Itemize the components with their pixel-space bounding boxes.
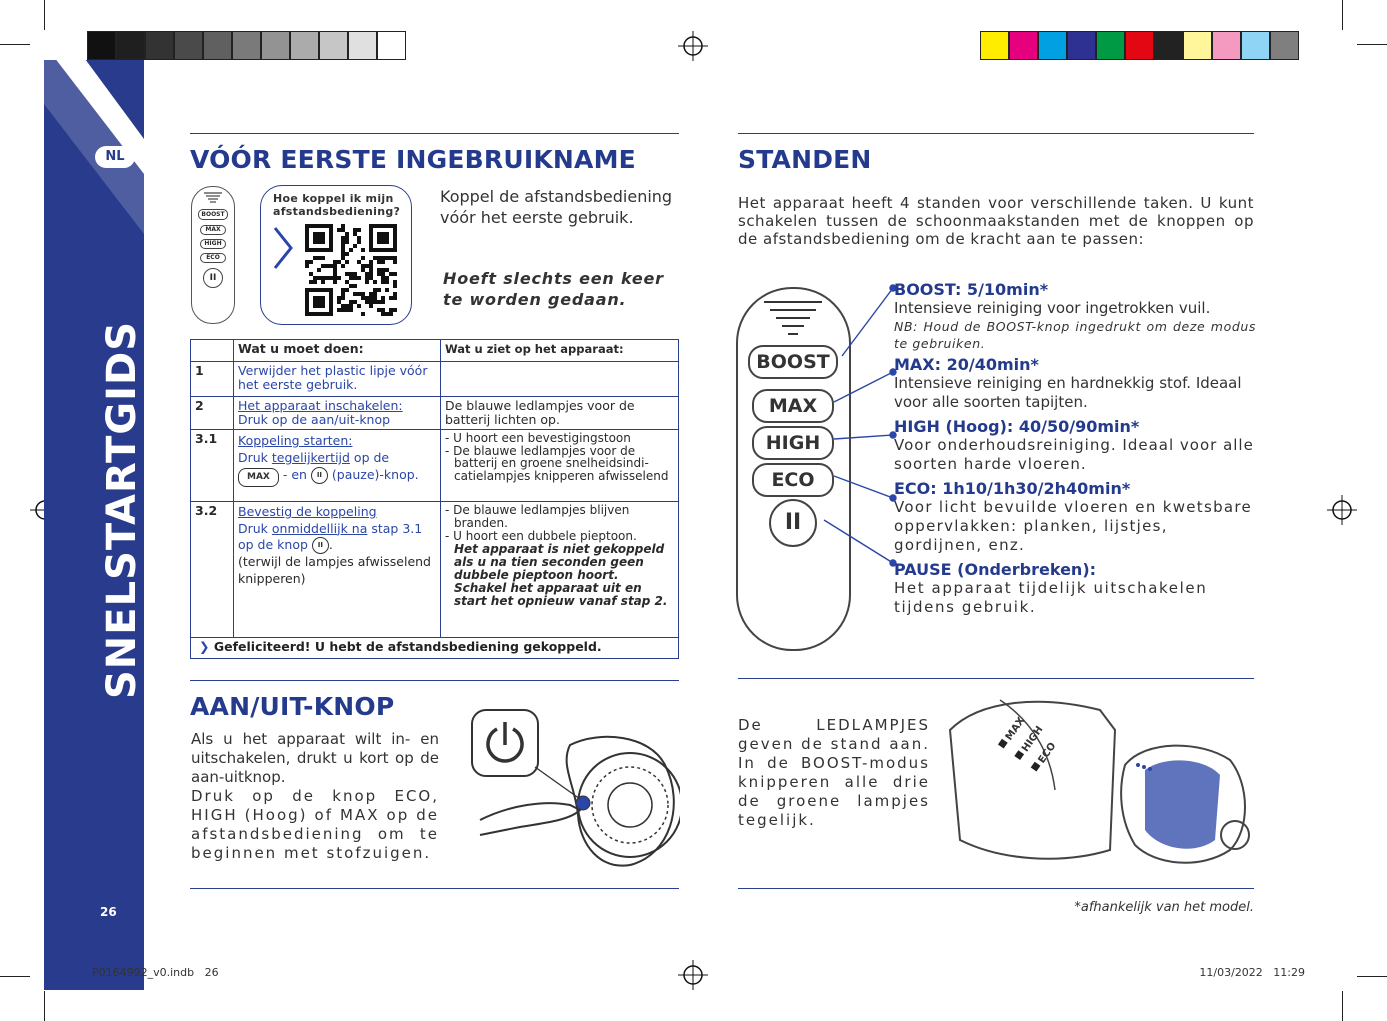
qr-question: Hoe koppel ik mijn afstandsbediening? (273, 192, 401, 218)
chevron-right-icon: ❯ (199, 639, 210, 654)
table-footer-text: Gefeliciteerd! U hebt de afstandsbediening gekoppeld. (213, 639, 602, 654)
section-rule (190, 888, 679, 889)
mode-text-eco: Voor licht bevuilde vloeren en kwetsbare oppervlakken: planken, lijstjes, gordijnen, enz. (894, 498, 1253, 554)
sidebar-corner-decoration (44, 44, 144, 234)
mode-text-max: Intensieve reiniging en hardnekkig stof. Ideaal voor alle soorten tapijten. (894, 374, 1242, 411)
onoff-text-2: Druk op de knop ECO, HIGH (Hoog) of MAX op de afstandsbediening om te beginnen met stofzuigen. (191, 787, 439, 862)
pause-icon: II (311, 467, 328, 484)
step-action: Druk (238, 450, 272, 465)
crop-mark (1357, 976, 1387, 977)
mode-title-pause: PAUSE (Onderbreken): (894, 560, 1097, 579)
modes-intro: Het apparaat heeft 4 standen voor verschillende taken. U kunt schakelen tussen de schoonmaakstanden met de knoppen op de afstandsbediening om de kracht aan te passen: (738, 194, 1254, 248)
step-action: - en (278, 467, 311, 482)
color-swatch (377, 31, 406, 60)
color-swatch (1154, 31, 1183, 60)
step-action: (pauze)-knop. (327, 467, 419, 482)
onoff-text (191, 730, 439, 863)
step-action: Druk (238, 520, 272, 536)
step-number: 2 (191, 397, 234, 430)
pairing-intro: Koppel de afstandsbediening vóór het eerste gebruik. (440, 187, 673, 227)
color-swatch (1212, 31, 1241, 60)
slug-file: P0164992_v0.indb 26 (92, 966, 219, 979)
step-warning: Het apparaat is niet gekoppeld als u na tien seconden geen dubbele pieptoon hoort. Schakel het apparaat uit en start het opnieuw vanaf stap 2. (454, 542, 668, 608)
mode-title-high: HIGH (Hoog): 40/50/90min* (894, 417, 1140, 436)
crop-mark (0, 976, 30, 977)
step-number: 3.1 (191, 430, 234, 502)
crop-mark (44, 0, 45, 30)
max-button[interactable]: MAX (752, 389, 834, 423)
section-rule (738, 133, 1254, 134)
remote-illustration (191, 186, 235, 324)
remote-max-button: MAX (200, 225, 226, 235)
led-text: De LEDLAMPJES geven de stand aan. In de BOOST-modus knipperen alle drie de groene lampjes tegelijk. (738, 716, 930, 829)
table-header-see: Wat u ziet op het apparaat: (441, 340, 679, 362)
pause-icon: II (203, 268, 223, 288)
step-action-note: (terwijl de lampjes afwisselend knipperen) (238, 554, 431, 586)
step-result (441, 362, 679, 397)
section-rule (190, 680, 679, 681)
color-swatch (1241, 31, 1270, 60)
color-swatch (1270, 31, 1299, 60)
crop-mark (1342, 991, 1343, 1021)
registration-mark-icon (678, 31, 708, 61)
step-result: - U hoort een bevestigingstoon (445, 431, 631, 445)
color-swatch (1183, 31, 1212, 60)
color-swatch (261, 31, 290, 60)
mode-text-high: Voor onderhoudsreiniging. Ideaal voor alle soorten harde vloeren. (894, 436, 1254, 473)
crop-mark (0, 44, 30, 45)
step-number: 1 (191, 362, 234, 397)
crop-mark (1342, 0, 1343, 30)
crop-mark (44, 991, 45, 1021)
led-label-eco: ECO (1036, 740, 1059, 766)
led-label-high: HIGH (1020, 724, 1046, 755)
color-swatch (1125, 31, 1154, 60)
chevron-right-icon (271, 226, 295, 270)
onoff-heading: AAN/UIT-KNOP (190, 692, 395, 721)
color-swatch (232, 31, 261, 60)
mode-text-boost: Intensieve reiniging voor ingetrokken vuil. (894, 299, 1211, 317)
color-swatch (1009, 31, 1038, 60)
registration-mark-icon (1327, 495, 1357, 525)
table-header-do: Wat u moet doen: (234, 340, 441, 362)
step-action-title: Koppeling starten: (238, 433, 353, 448)
remote-eco-button: ECO (200, 253, 226, 263)
color-swatch (1067, 31, 1096, 60)
step-action: Verwijder het plastic lipje vóór het eerste gebruik. (234, 362, 441, 397)
color-swatch (348, 31, 377, 60)
ir-emitter-icon (762, 299, 824, 339)
color-swatch (980, 31, 1009, 60)
pause-icon: II (312, 537, 329, 554)
step-result: De blauwe ledlampjes voor de batterij lichten op. (441, 397, 679, 430)
step-action-emphasis: onmiddellijk na (271, 520, 368, 536)
page-number: 26 (100, 905, 117, 919)
table-row (191, 397, 679, 430)
pairing-steps-table (190, 339, 679, 659)
led-label-max: MAX (1003, 715, 1028, 743)
pairing-once-note: Hoeft slechts een keer te worden gedaan. (443, 269, 664, 309)
step-result: - U hoort een dubbele pieptoon. (445, 529, 637, 543)
onoff-text-1: Als u het apparaat wilt in- en uitschakelen, drukt u kort op de aan-uitknop. (191, 730, 439, 786)
led-indicator-illustration (940, 690, 1255, 875)
color-swatch (1038, 31, 1067, 60)
color-swatch (174, 31, 203, 60)
step-action: Druk op de aan/uit-knop (238, 412, 391, 427)
mode-note-boost: NB: Houd de BOOST-knop ingedrukt om deze modus te gebruiken. (894, 319, 1256, 351)
slug-date: 11/03/2022 11:29 (1199, 966, 1305, 979)
crop-mark (1357, 44, 1387, 45)
modes-list (894, 280, 1256, 617)
step-action-emphasis: tegelijkertijd (271, 450, 350, 465)
color-swatch (1096, 31, 1125, 60)
remote-high-button: HIGH (200, 239, 226, 249)
step-action: op de (349, 450, 390, 465)
qr-code-icon (305, 224, 397, 316)
color-swatch (203, 31, 232, 60)
footnote: *afhankelijk van het model. (1074, 900, 1254, 915)
boost-button[interactable]: BOOST (748, 345, 838, 379)
mode-title-boost: BOOST: 5/10min* (894, 280, 1049, 299)
modes-heading: STANDEN (738, 145, 872, 174)
eco-button[interactable]: ECO (752, 463, 834, 497)
high-button[interactable]: HIGH (752, 426, 834, 460)
section-rule (738, 888, 1254, 889)
section-rule (738, 678, 1254, 679)
color-swatch (290, 31, 319, 60)
step-number: 3.2 (191, 502, 234, 638)
step-action: . (328, 537, 333, 552)
section-rule (190, 133, 679, 134)
step-action: stap 3.1 op de knop (238, 520, 423, 552)
step-result: - De blauwe ledlampjes blijven branden. (445, 503, 630, 530)
step-action-title: Het apparaat inschakelen: (238, 398, 403, 413)
step-action-title: Bevestig de koppeling (238, 504, 377, 519)
registration-mark-icon (678, 960, 708, 990)
step-result: - De blauwe ledlampjes voor de batterij en groene snelheidsindi-catielampjes knipperen afwisselend (445, 443, 669, 483)
table-row (191, 502, 679, 638)
pause-button[interactable]: II (769, 499, 817, 547)
color-swatch (145, 31, 174, 60)
table-row (191, 362, 679, 397)
mode-text-pause: Het apparaat tijdelijk uitschakelen tijdens gebruik. (894, 579, 1208, 616)
table-row (191, 430, 679, 502)
mode-title-eco: ECO: 1h10/1h30/2h40min* (894, 479, 1131, 498)
pairing-heading: VÓÓR EERSTE INGEBRUIKNAME (190, 145, 636, 174)
qr-box (260, 185, 412, 325)
max-button-pill: MAX (238, 468, 279, 487)
remote-boost-button: BOOST (198, 209, 228, 220)
language-badge: NL (95, 146, 135, 168)
table-footer (191, 638, 679, 659)
sidebar-title: SNELSTARTGIDS (99, 320, 145, 700)
vacuum-power-illustration (450, 705, 680, 875)
mode-title-max: MAX: 20/40min* (894, 355, 1039, 374)
callout-lines (820, 280, 900, 620)
color-swatch (319, 31, 348, 60)
